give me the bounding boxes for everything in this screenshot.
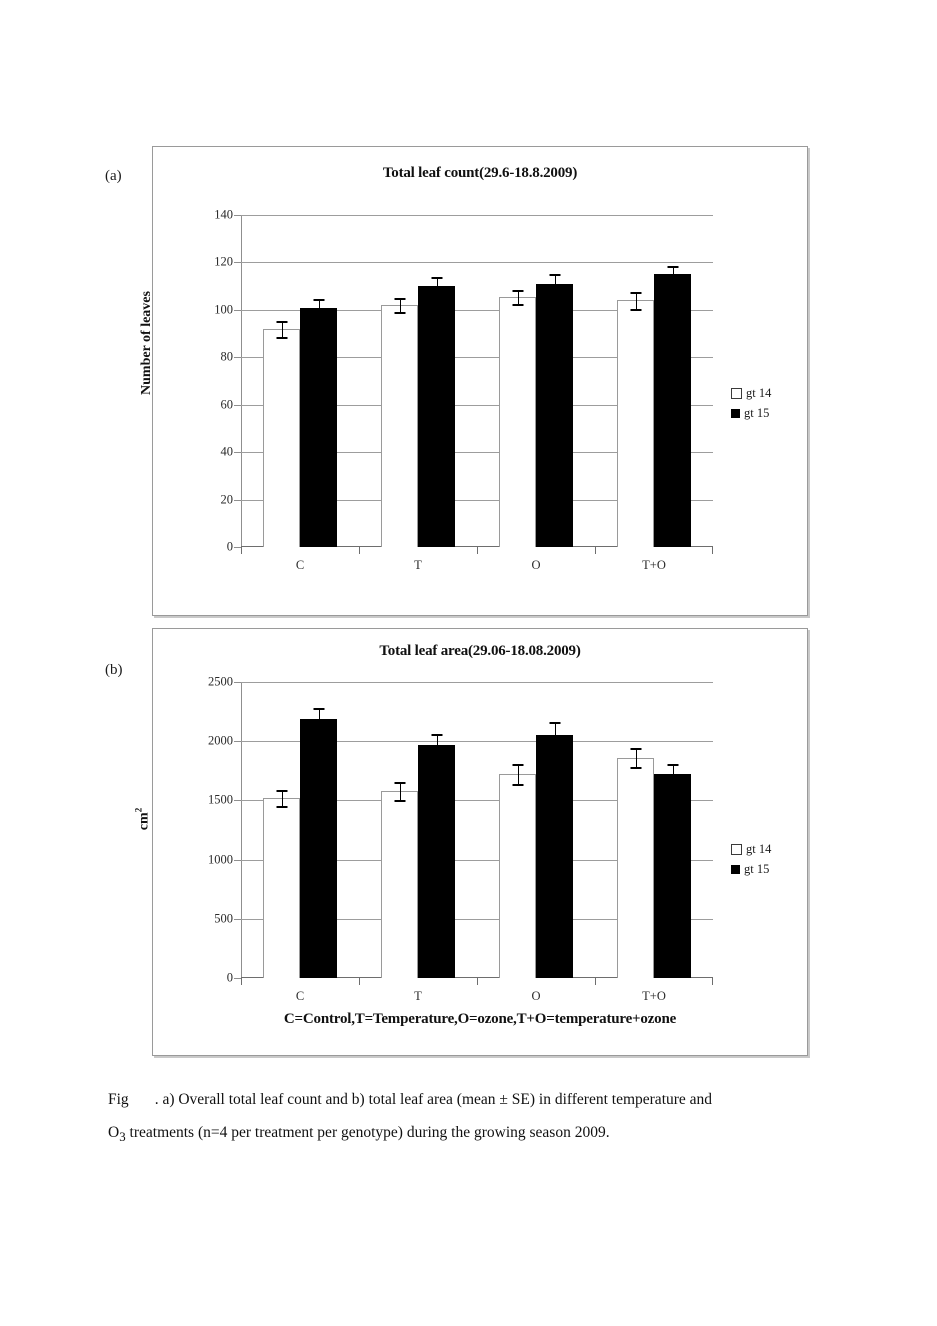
error-bar-cap (431, 277, 442, 279)
y-tick-label: 2000 (208, 733, 233, 748)
y-tick-mark (234, 262, 241, 263)
y-axis-line-b (241, 682, 242, 978)
bar-gt15-TplusO (654, 274, 691, 547)
plot-area-b (208, 674, 713, 1003)
y-tick-mark (234, 452, 241, 453)
error-bar (636, 748, 637, 767)
error-bar-cap (630, 767, 641, 769)
legend-item-gt15 (731, 859, 771, 879)
panel-a-letter: (a) (105, 168, 122, 184)
error-bar-cap (313, 708, 324, 710)
error-bar-cap (667, 266, 678, 268)
error-bar-cap (549, 293, 560, 295)
panel-b-letter: (b) (105, 662, 123, 678)
plot-area-a (214, 207, 713, 572)
y-tick-mark (234, 860, 241, 861)
error-bar-cap (512, 764, 523, 766)
gridline (241, 682, 713, 683)
chart-panel-leaf-area (133, 628, 808, 1056)
legend-item-gt15 (731, 403, 771, 423)
error-bar-cap (549, 274, 560, 276)
y-tick-label: 2500 (208, 674, 233, 689)
y-tick-label: 20 (220, 492, 233, 507)
error-bar-cap (512, 290, 523, 292)
x-tick-mark (477, 978, 478, 985)
error-bar-cap (313, 729, 324, 731)
error-bar (555, 274, 556, 293)
y-tick-mark (234, 405, 241, 406)
bar-gt15-O (536, 284, 573, 547)
y-axis-line-a (241, 215, 242, 547)
error-bar (400, 782, 401, 800)
bar-gt14-O (499, 297, 536, 547)
error-bar (673, 266, 674, 283)
error-bar-cap (276, 790, 287, 792)
bar-gt15-TplusO (654, 774, 691, 978)
y-tick-mark (234, 741, 241, 742)
legend-label: gt 14 (746, 385, 772, 400)
chart-panel-leaf-count (139, 146, 808, 616)
y-tick-mark (234, 547, 241, 548)
error-bar (437, 277, 438, 296)
x-tick-mark (241, 978, 242, 985)
error-bar-cap (667, 785, 678, 787)
error-bar-cap (394, 298, 405, 300)
x-tick-mark (477, 547, 478, 554)
x-tick-mark (712, 978, 713, 985)
bar-gt14-TplusO (617, 758, 654, 978)
error-bar-cap (667, 764, 678, 766)
error-bar (437, 734, 438, 756)
y-tick-label: 100 (214, 302, 233, 317)
error-bar (636, 292, 637, 309)
figure-caption-line2-subscript: 3 (119, 1129, 126, 1145)
error-bar-cap (431, 756, 442, 758)
error-bar-cap (313, 316, 324, 318)
y-tick-label: 1500 (208, 792, 233, 807)
bar-gt14-C (263, 798, 300, 978)
x-tick-label: T+O (642, 558, 666, 572)
y-tick-label: 140 (214, 207, 233, 222)
y-tick-mark (234, 978, 241, 979)
figure-caption-line1: . a) Overall total leaf count and b) total leaf area (mean ± SE) in different temperature and (154, 1091, 713, 1108)
y-tick-mark (234, 310, 241, 311)
y-tick-label: 40 (220, 444, 233, 459)
y-tick-mark (234, 500, 241, 501)
legend-item-gt14 (731, 383, 771, 403)
error-bar (319, 708, 320, 729)
error-bar-cap (394, 782, 405, 784)
y-tick-mark (234, 682, 241, 683)
x-tick-label: T (414, 989, 422, 1003)
bar-gt15-C (300, 719, 337, 978)
error-bar-cap (313, 299, 324, 301)
x-tick-label: O (531, 558, 541, 572)
legend-item-gt14 (731, 839, 771, 859)
error-bar-cap (394, 800, 405, 802)
error-bar (518, 290, 519, 304)
error-bar (282, 790, 283, 805)
open-square-icon (731, 388, 742, 399)
error-bar-cap (276, 337, 287, 339)
chart-title-a: Total leaf count(29.6-18.8.2009) (382, 165, 578, 181)
x-tick-mark (595, 978, 596, 985)
x-tick-label: T (414, 558, 422, 572)
error-bar-cap (630, 309, 641, 311)
y-axis-label-b-base: cm (136, 812, 152, 831)
x-tick-mark (241, 547, 242, 554)
y-tick-mark (234, 357, 241, 358)
y-tick-label: 1000 (208, 852, 233, 867)
x-tick-label: C (295, 558, 305, 572)
bar-gt15-T (418, 286, 455, 547)
x-tick-mark (359, 978, 360, 985)
legend-label: gt 15 (744, 405, 770, 420)
bar-gt15-O (536, 735, 573, 978)
y-axis-label-a: Number of leaves (139, 291, 154, 395)
chart-title-b: Total leaf area(29.06-18.08.2009) (379, 643, 581, 659)
legend-b (731, 839, 771, 879)
error-bar-cap (667, 283, 678, 285)
x-tick-mark (595, 547, 596, 554)
figure-caption-line2-base: O (108, 1124, 120, 1141)
open-square-icon (731, 844, 742, 855)
x-axis-caption-b: C=Control,T=Temperature,O=ozone,T+O=temperature+ozone (283, 1011, 677, 1027)
gridline (241, 215, 713, 216)
error-bar (319, 299, 320, 316)
error-bar-cap (431, 734, 442, 736)
bar-gt15-C (300, 308, 337, 548)
y-axis-label-b-exponent: 2 (133, 807, 144, 813)
y-tick-label: 80 (220, 349, 233, 364)
bar-gt14-T (381, 791, 418, 978)
bar-gt14-TplusO (617, 300, 654, 547)
error-bar-cap (394, 312, 405, 314)
figure-caption-line2-rest: treatments (n=4 per treatment per genotype) during the growing season 2009. (125, 1124, 610, 1141)
y-axis-label-b (134, 808, 153, 830)
legend-label: gt 15 (744, 861, 770, 876)
error-bar-cap (630, 748, 641, 750)
legend-label: gt 14 (746, 841, 772, 856)
x-tick-label: O (531, 989, 541, 1003)
y-tick-mark (234, 800, 241, 801)
error-bar (282, 321, 283, 338)
y-tick-label: 120 (214, 254, 233, 269)
y-tick-mark (234, 215, 241, 216)
y-tick-label: 0 (226, 539, 233, 554)
legend-a (731, 383, 771, 423)
error-bar-cap (512, 304, 523, 306)
error-bar (673, 764, 674, 785)
filled-square-icon (731, 865, 740, 874)
error-bar (400, 298, 401, 312)
bar-gt14-C (263, 329, 300, 547)
error-bar (518, 764, 519, 784)
filled-square-icon (731, 409, 740, 418)
figure-caption (108, 1083, 838, 1153)
gridline (241, 262, 713, 263)
x-tick-label: C (295, 989, 305, 1003)
x-tick-label: T+O (642, 989, 666, 1003)
x-tick-mark (359, 547, 360, 554)
y-tick-mark (234, 919, 241, 920)
y-tick-label: 0 (226, 970, 233, 985)
error-bar-cap (431, 296, 442, 298)
bar-gt14-O (499, 774, 536, 978)
bar-gt15-T (418, 745, 455, 978)
error-bar-cap (276, 321, 287, 323)
x-tick-mark (712, 547, 713, 554)
error-bar-cap (512, 784, 523, 786)
error-bar (555, 722, 556, 747)
error-bar-cap (630, 292, 641, 294)
figure-caption-prefix: Fig (108, 1091, 129, 1108)
error-bar-cap (549, 747, 560, 749)
y-tick-label: 500 (214, 911, 233, 926)
bar-gt14-T (381, 305, 418, 547)
error-bar-cap (276, 806, 287, 808)
y-tick-label: 60 (220, 397, 233, 412)
error-bar-cap (549, 722, 560, 724)
